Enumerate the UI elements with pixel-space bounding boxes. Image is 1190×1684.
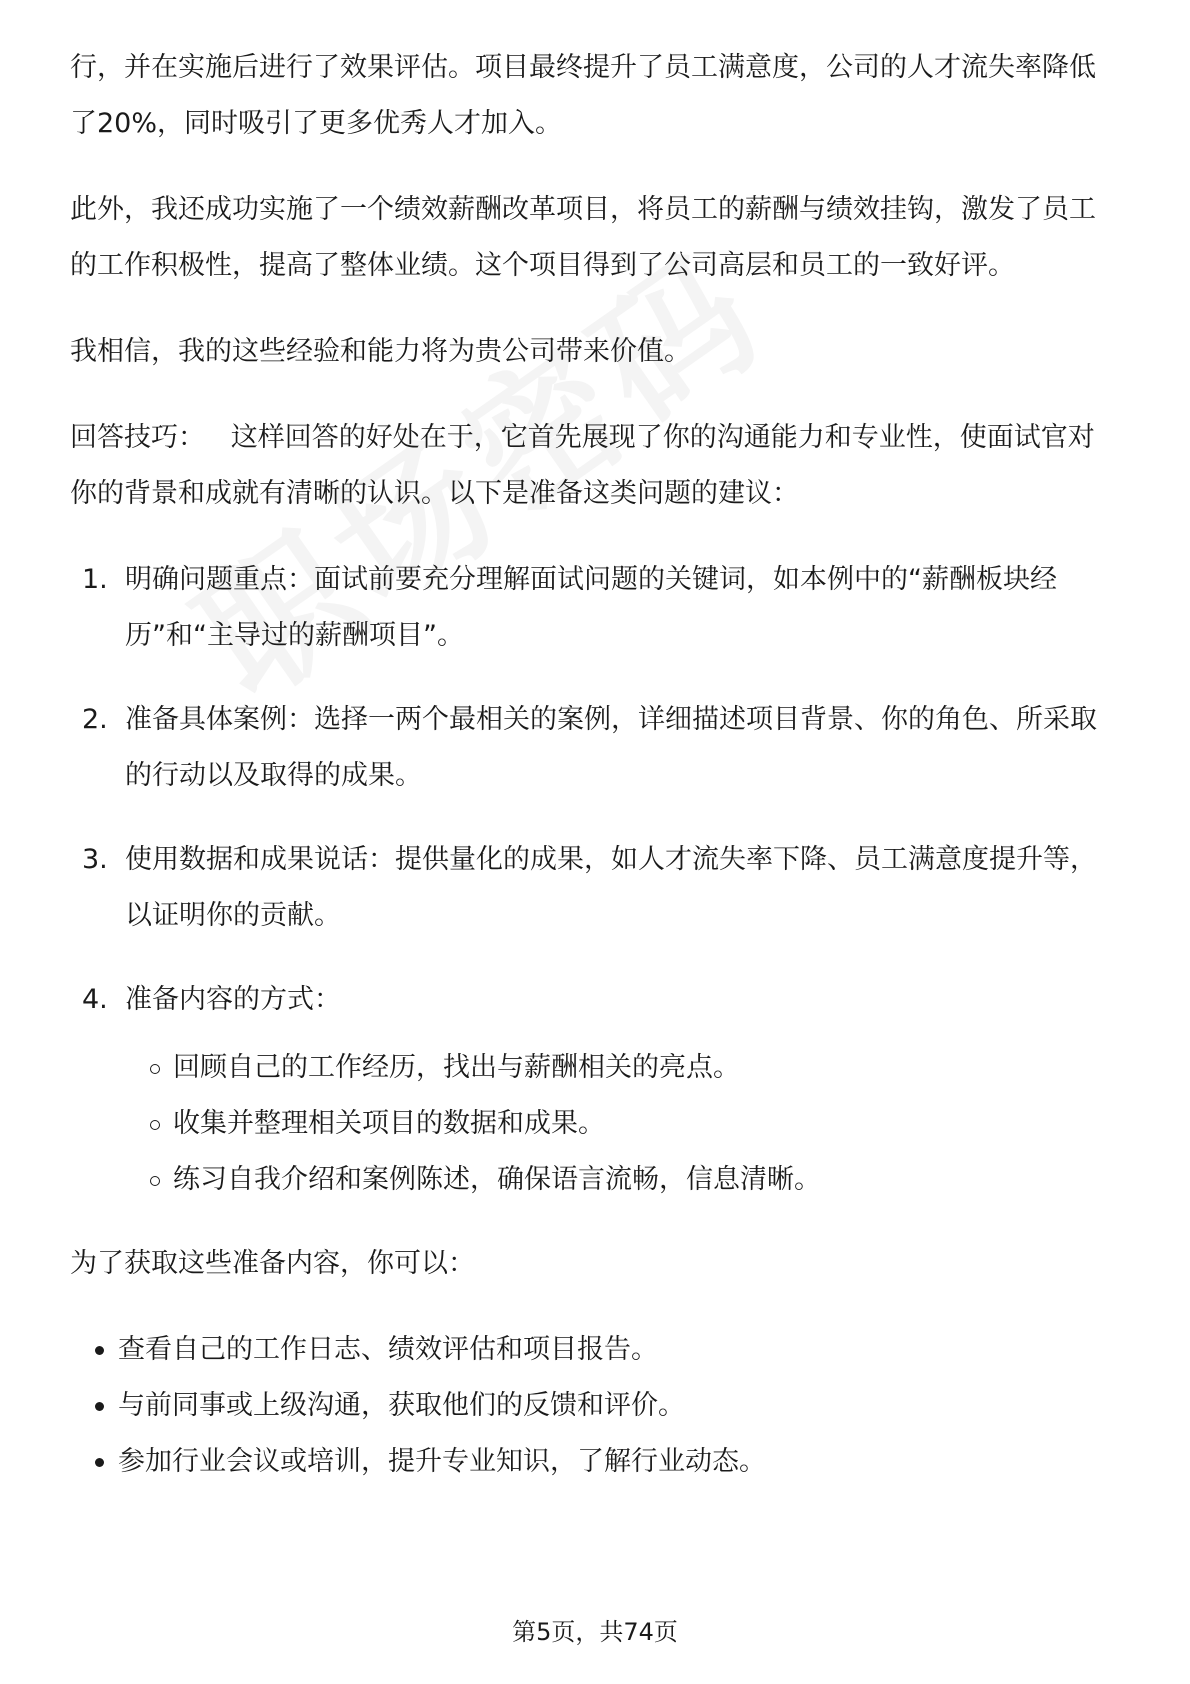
numbered-list bbox=[70, 552, 1120, 1208]
sub-list-item-text: 收集并整理相关项目的数据和成果。 bbox=[173, 1108, 605, 1139]
bullet-icon bbox=[95, 1346, 104, 1355]
sub-list-item-text: 练习自我介绍和案例陈述，确保语言流畅，信息清晰。 bbox=[173, 1164, 821, 1195]
list-number: 2. bbox=[82, 704, 108, 735]
bullet-list bbox=[70, 1322, 1120, 1490]
sub-list-item bbox=[125, 1152, 1120, 1208]
bullet-icon bbox=[95, 1458, 104, 1467]
hollow-bullet-icon bbox=[150, 1120, 160, 1130]
list-item bbox=[70, 832, 1120, 944]
bullet-item bbox=[70, 1434, 1120, 1490]
sub-list-item bbox=[125, 1096, 1120, 1152]
bullet-item-text: 参加行业会议或培训，提升专业知识，了解行业动态。 bbox=[118, 1446, 766, 1477]
bullet-item-text: 查看自己的工作日志、绩效评估和项目报告。 bbox=[118, 1334, 658, 1365]
list-item bbox=[70, 692, 1120, 804]
list-number: 1. bbox=[82, 564, 108, 595]
page-number: 第5页，共74页 bbox=[512, 1618, 678, 1646]
paragraph-belief: 我相信，我的这些经验和能力将为贵公司带来价值。 bbox=[70, 336, 691, 367]
list-item bbox=[70, 972, 1120, 1208]
bullet-item bbox=[70, 1378, 1120, 1434]
hollow-bullet-icon bbox=[150, 1176, 160, 1186]
hollow-bullet-icon bbox=[150, 1064, 160, 1074]
paragraph-reform-project: 此外，我还成功实施了一个绩效薪酬改革项目，将员工的薪酬与绩效挂钩，激发了员工的工作积极性，提高了整体业绩。这个项目得到了公司高层和员工的一致好评。 bbox=[70, 194, 1096, 281]
list-item-text: 准备内容的方式： bbox=[125, 984, 341, 1015]
list-item-text: 使用数据和成果说话：提供量化的成果，如人才流失率下降、员工满意度提升等，以证明你的贡献。 bbox=[125, 844, 1097, 931]
sub-list-item bbox=[125, 1040, 1120, 1096]
list-item-text: 准备具体案例：选择一两个最相关的案例，详细描述项目背景、你的角色、所采取的行动以及取得的成果。 bbox=[125, 704, 1097, 791]
list-number: 4. bbox=[82, 984, 108, 1015]
bullet-icon bbox=[95, 1402, 104, 1411]
list-item bbox=[70, 552, 1120, 664]
sub-list-item-text: 回顾自己的工作经历，找出与薪酬相关的亮点。 bbox=[173, 1052, 740, 1083]
paragraph-answer-tips: 回答技巧： 这样回答的好处在于，它首先展现了你的沟通能力和专业性，使面试官对你的背景和成就有清晰的认识。以下是准备这类问题的建议： bbox=[70, 422, 1095, 509]
bullet-item-text: 与前同事或上级沟通，获取他们的反馈和评价。 bbox=[118, 1390, 685, 1421]
paragraph-continuation: 行，并在实施后进行了效果评估。项目最终提升了员工满意度，公司的人才流失率降低了20%，同时吸引了更多优秀人才加入。 bbox=[70, 52, 1096, 139]
list-number: 3. bbox=[82, 844, 108, 875]
sub-list bbox=[125, 1040, 1120, 1208]
closing-intro: 为了获取这些准备内容，你可以： bbox=[70, 1248, 475, 1279]
list-item-text: 明确问题重点：面试前要充分理解面试问题的关键词，如本例中的“薪酬板块经历”和“主导过的薪酬项目”。 bbox=[125, 564, 1057, 651]
bullet-item bbox=[70, 1322, 1120, 1378]
page-content bbox=[70, 40, 1120, 1490]
